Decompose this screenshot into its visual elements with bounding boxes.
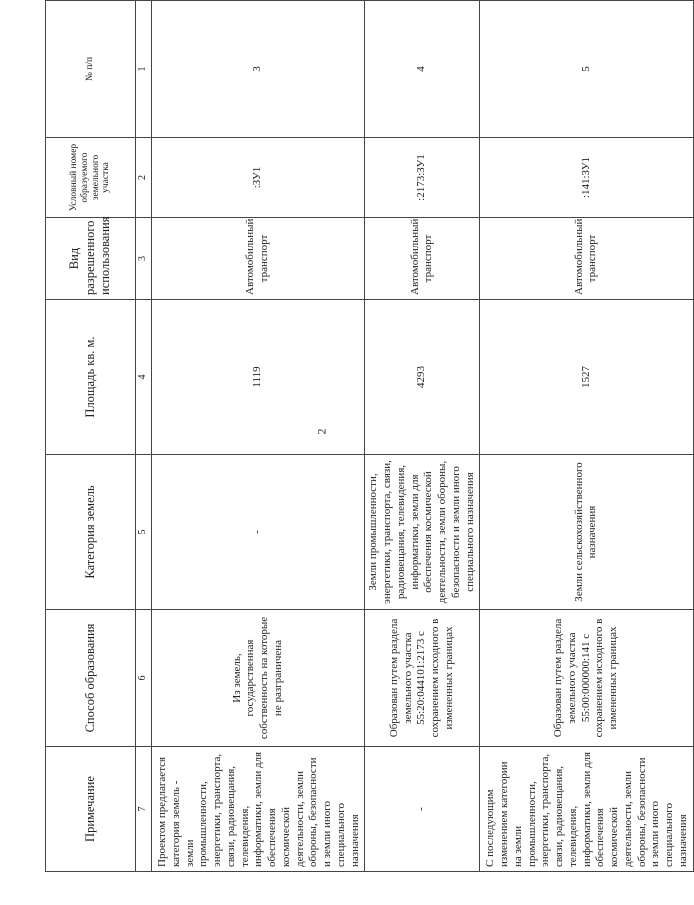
column-number: 2 [136, 138, 152, 218]
cell-area: 1119 [152, 300, 365, 455]
cell-plot-number: :141:ЗУ1 [480, 138, 693, 218]
header-row [46, 1, 136, 872]
cell-plot-number: :2173:ЗУ1 [365, 138, 480, 218]
cell-note: С последующим изменением категории на земли промышленности, энергетики, транспорта, связи, радиовещания, телевидения, информатики, земли для обеспечения космической деятельности, земли обороны, безопасности и земли иного специального назначения [480, 747, 693, 872]
cell-category: Земли промышленности, энергетики, транспорта, связи, радиовещания, телевидения, информатики, земли для обеспечения космической деятельности, земли обороны, безопасности и земли иного специального назначения [365, 455, 480, 610]
cell-method: Образован путем раздела земельного участка 55:00:000000:141 с сохранением исходного в измененных границах [480, 610, 693, 747]
column-number: 1 [136, 1, 152, 138]
header-category: Категория земель [46, 455, 136, 610]
table-row [365, 1, 480, 872]
cell-category: Земли сельскохозяйственного назначения [480, 455, 693, 610]
cell-note: - [365, 747, 480, 872]
cell-method: Образован путем раздела земельного участка 55:20:044101:2173 с сохранением исходного в измененных границах [365, 610, 480, 747]
cell-note: Проектом предлагается категория земель - земли промышленности, энергетики, транспорта, связи, радиовещания, телевидения, информатики, земли для обеспечения космической деятельности, земли обороны, безопасности и земли иного специального назначения [152, 747, 365, 872]
cell-row-number: 3 [152, 1, 365, 138]
cell-method: Из земель, государственная собственность на которые не разграничена [152, 610, 365, 747]
cell-area: 4293 [365, 300, 480, 455]
table-row [480, 1, 693, 872]
column-number: 4 [136, 300, 152, 455]
cell-plot-number: :ЗУ1 [152, 138, 365, 218]
page-number: 2 [314, 428, 329, 435]
header-method: Способ образования [46, 610, 136, 747]
cell-row-number: 4 [365, 1, 480, 138]
table-row [152, 1, 365, 872]
header-note: Примечание [46, 747, 136, 872]
cell-usage: Автомобильный транспорт [365, 218, 480, 300]
header-plot-number: Условный номер образуемого земельного участка [46, 138, 136, 218]
column-number: 6 [136, 610, 152, 747]
cell-usage: Автомобильный транспорт [480, 218, 693, 300]
rotated-table-container [45, 1, 689, 872]
column-number: 5 [136, 455, 152, 610]
cell-category: - [152, 455, 365, 610]
header-area: Площадь кв. м. [46, 300, 136, 455]
cell-usage: Автомобильный транспорт [152, 218, 365, 300]
column-number: 3 [136, 218, 152, 300]
cell-row-number: 5 [480, 1, 693, 138]
column-number-row [136, 1, 152, 872]
cell-area: 1527 [480, 300, 693, 455]
header-usage: Вид разрешенного использования [46, 218, 136, 300]
column-number: 7 [136, 747, 152, 872]
land-plots-table [45, 0, 694, 872]
header-row-number: № п/п [46, 1, 136, 138]
